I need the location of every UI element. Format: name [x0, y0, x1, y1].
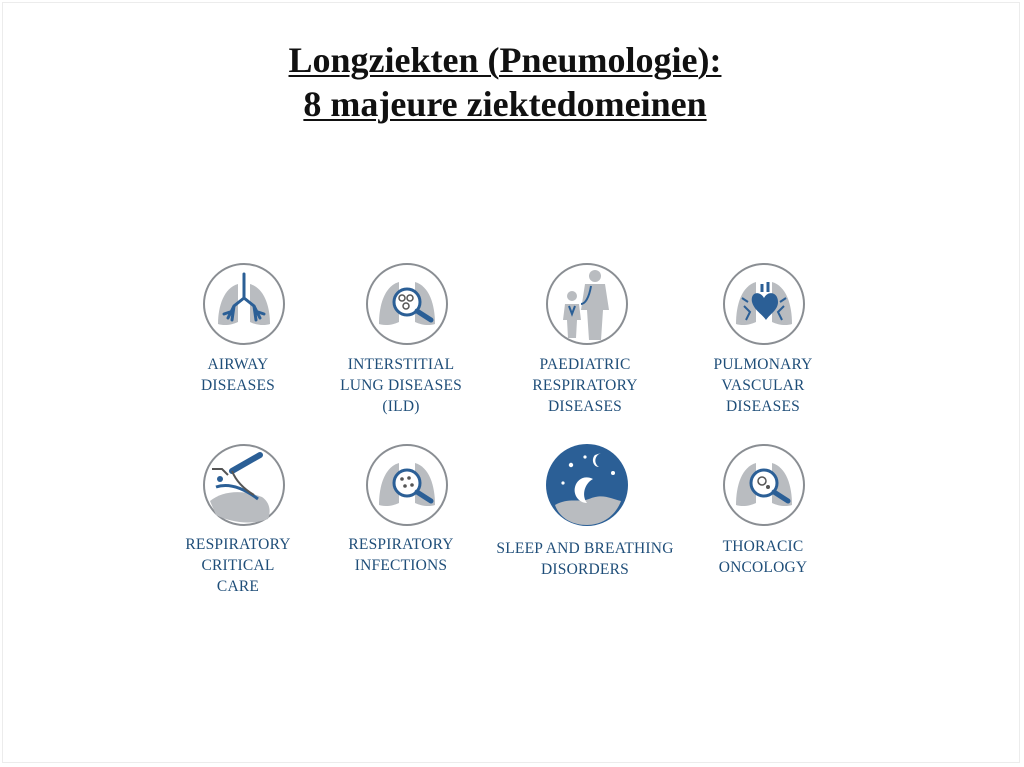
domain-label: INTERSTITIAL LUNG DISEASES (ILD) [340, 356, 462, 415]
domain-label: PULMONARY VASCULAR DISEASES [713, 356, 813, 415]
thoracic-oncology-magnifier-icon [722, 443, 806, 527]
pulmonary-vascular-heart-icon [722, 262, 806, 346]
domain-label: THORACIC ONCOLOGY [718, 538, 808, 576]
domain-label: PAEDIATRIC RESPIRATORY DISEASES [532, 356, 638, 415]
page-title [0, 38, 1010, 126]
respiratory-infection-magnifier-icon [365, 443, 449, 527]
domain-label: SLEEP AND BREATHING DISORDERS [496, 540, 674, 578]
sleep-moon-stars-icon [545, 443, 629, 527]
title-line-2: 8 majeure ziektedomeinen [303, 84, 707, 124]
interstitial-lung-magnifier-icon [365, 262, 449, 346]
airway-lungs-icon [202, 262, 286, 346]
domain-label: RESPIRATORY INFECTIONS [348, 536, 454, 574]
paediatric-child-doctor-icon [545, 262, 629, 346]
domain-label: RESPIRATORY CRITICAL CARE [185, 536, 291, 595]
title-line-1: Longziekten (Pneumologie): [288, 40, 722, 80]
domain-label: AIRWAY DISEASES [201, 356, 275, 394]
critical-care-intubation-icon [202, 443, 286, 527]
